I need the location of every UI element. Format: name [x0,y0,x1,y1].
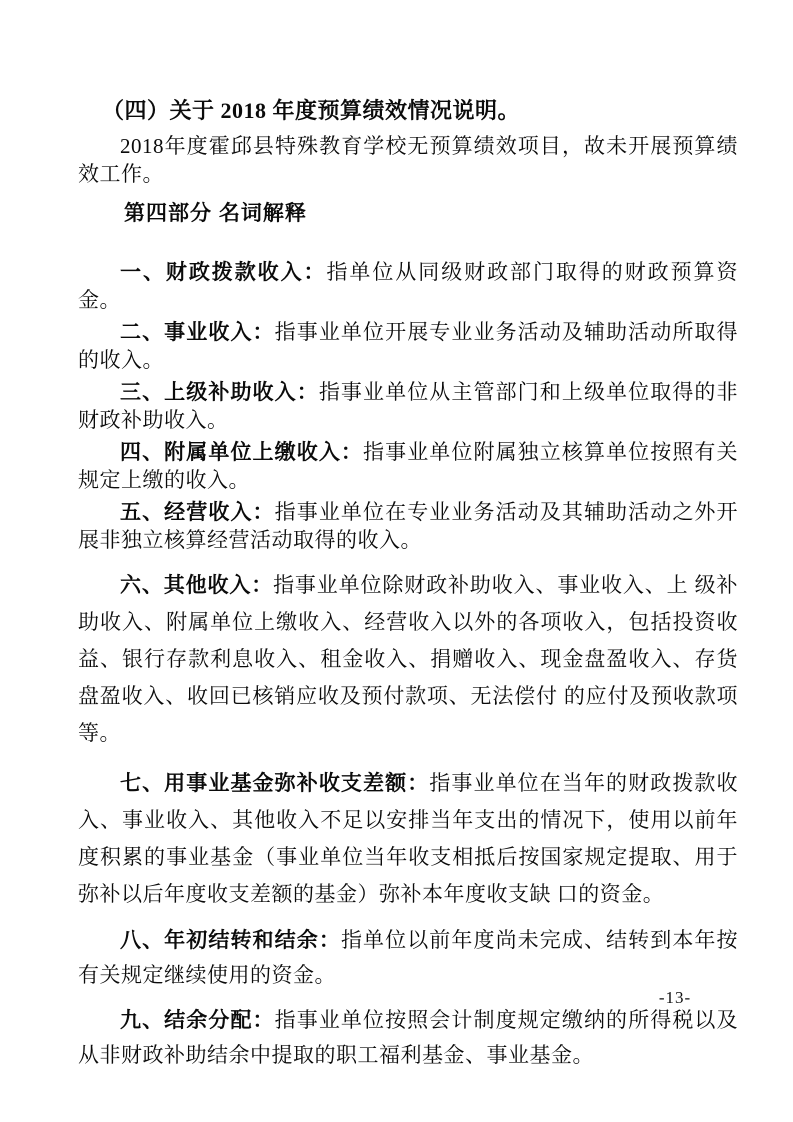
term-item-2 [78,318,738,374]
terms-list [78,258,738,1073]
part-heading: 第四部分 名词解释 [124,202,307,225]
term-definition: 指事业单位在当年的财政拨款收入、事业收入、其他收入不足以安排当年支出的情况下，使用以前年度积累的事业基金（事业单位当年收支相抵后按国家规定提取、用于弥补以后年度收支差额的基金）弥补本年度收支缺 口的资金。 [78,771,738,906]
term-item-7 [78,765,738,913]
term-item-3 [78,378,738,434]
term-definition: 指单位从同级财政部门取得的财政预算资金。 [78,260,739,312]
term-label: 一、财政拨款收入： [120,260,327,284]
term-label: 三、上级补助收入： [120,380,319,404]
term-definition: 指事业单位开展专业业务活动及辅助活动所取得的收入。 [78,320,739,372]
term-item-9 [78,1003,738,1073]
term-label: 七、用事业基金弥补收支差额： [120,771,430,795]
term-label: 五、经营收入： [120,500,275,524]
term-definition: 指事业单位除财政补助收入、事业收入、上 级补助收入、附属单位上缴收入、经营收入以外的各项收入，包括投资收益、银行存款利息收入、租金收入、捐赠收入、现金盘盈收入、存货盘盈收入、收回已核销应收及预付款项、无法偿付 的应付及预收款项等。 [78,573,738,745]
page-number: -13- [658,988,692,1007]
term-label: 二、事业收入： [120,320,275,344]
term-label: 六、其他收入： [120,573,274,597]
term-definition: 指单位以前年度尚未完成、结转到本年按有关规定继续使用的资金。 [78,928,739,987]
term-label: 四、附属单位上缴收入： [120,440,364,464]
term-item-1 [78,258,738,314]
term-item-6 [78,567,738,752]
document-page [78,96,738,1073]
intro-paragraph: 2018年度霍邱县特殊教育学校无预算绩效项目，故未开展预算绩效工作。 [78,134,738,186]
term-definition: 指事业单位在专业业务活动及其辅助活动之外开展非独立核算经营活动取得的收入。 [78,500,739,552]
term-item-8 [78,923,738,993]
term-definition: 指事业单位附属独立核算单位按照有关规定上缴的收入。 [78,440,739,492]
section-heading: （四）关于 2018 年度预算绩效情况说明。 [102,98,521,123]
term-label: 九、结余分配： [120,1008,275,1032]
term-definition: 指事业单位按照会计制度规定缴纳的所得税以及从非财政补助结余中提取的职工福利基金、事业基金。 [78,1008,739,1067]
term-item-4 [78,438,738,494]
term-label: 八、年初结转和结余： [120,928,341,952]
term-item-5 [78,498,738,554]
term-definition: 指事业单位从主管部门和上级单位取得的非财政补助收入。 [78,380,739,432]
